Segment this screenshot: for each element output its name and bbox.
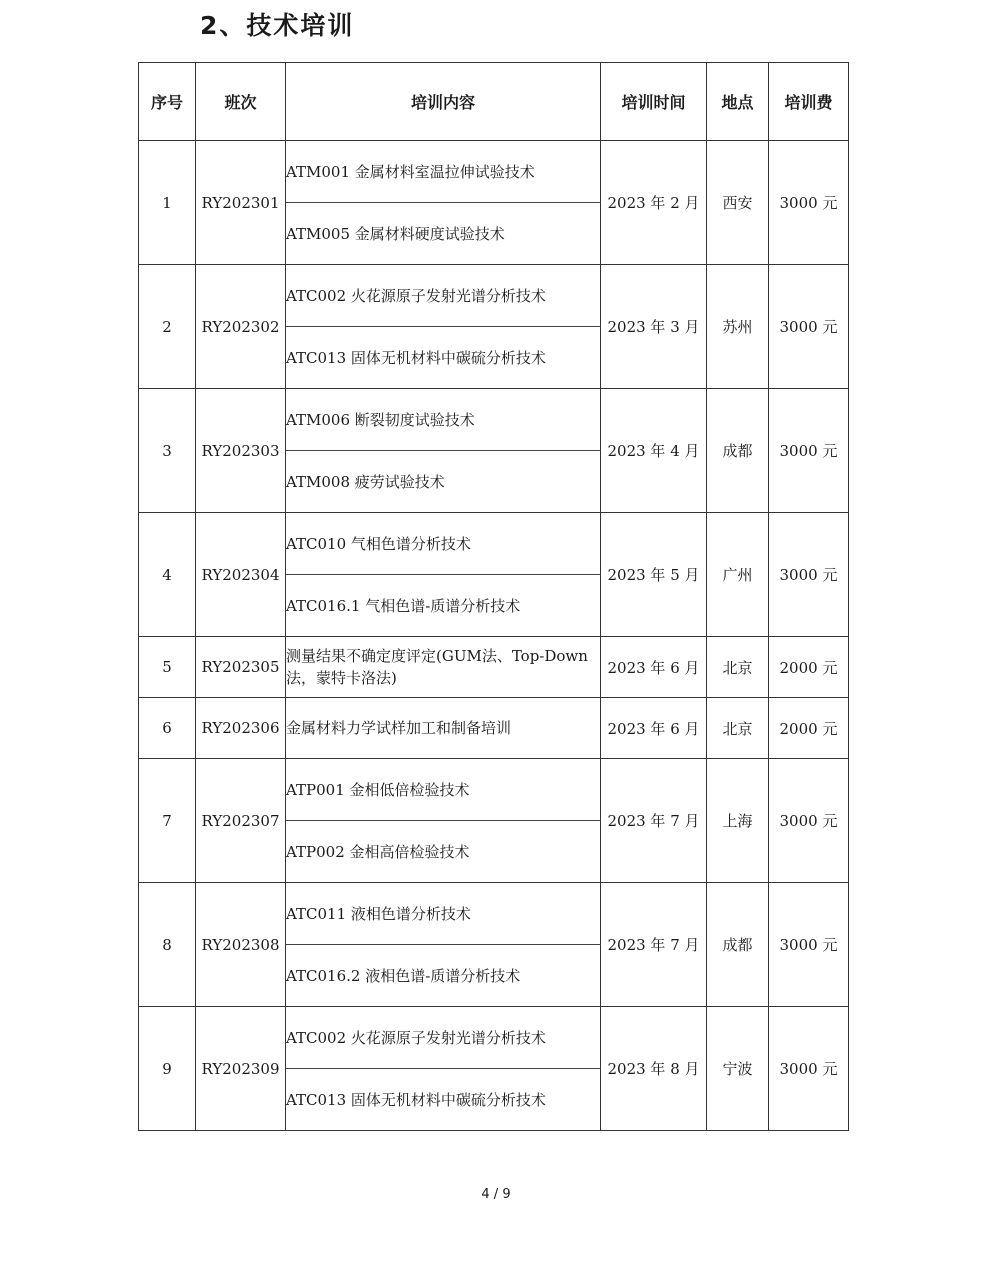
cell-time: 2023 年 7 月 <box>601 883 707 1007</box>
table-row <box>139 698 849 759</box>
cell-class-code: RY202301 <box>196 141 286 265</box>
cell-no: 8 <box>139 883 196 1007</box>
table-body <box>139 141 849 1131</box>
cell-no: 2 <box>139 265 196 389</box>
cell-place: 上海 <box>707 759 769 883</box>
cell-time: 2023 年 4 月 <box>601 389 707 513</box>
cell-fee: 2000 元 <box>769 698 849 759</box>
cell-time: 2023 年 5 月 <box>601 513 707 637</box>
cell-no: 5 <box>139 637 196 698</box>
training-table <box>138 62 849 1131</box>
cell-no: 6 <box>139 698 196 759</box>
cell-class-code: RY202307 <box>196 759 286 883</box>
cell-no: 3 <box>139 389 196 513</box>
cell-class-code: RY202309 <box>196 1007 286 1131</box>
section-heading: 2、技术培训 <box>200 11 355 40</box>
cell-place: 北京 <box>707 637 769 698</box>
table-row <box>139 389 849 451</box>
cell-content: ATC011 液相色谱分析技术 <box>286 883 601 945</box>
cell-content: ATC002 火花源原子发射光谱分析技术 <box>286 265 601 327</box>
header-fee: 培训费 <box>769 63 849 141</box>
cell-fee: 3000 元 <box>769 265 849 389</box>
cell-place: 成都 <box>707 883 769 1007</box>
cell-content: ATC013 固体无机材料中碳硫分析技术 <box>286 327 601 389</box>
table-row <box>139 141 849 203</box>
cell-fee: 3000 元 <box>769 513 849 637</box>
cell-class-code: RY202304 <box>196 513 286 637</box>
cell-content: ATC016.1 气相色谱-质谱分析技术 <box>286 575 601 637</box>
cell-class-code: RY202303 <box>196 389 286 513</box>
page-number: 4 / 9 <box>481 1187 511 1202</box>
table-row <box>139 1007 849 1069</box>
cell-content: ATC002 火花源原子发射光谱分析技术 <box>286 1007 601 1069</box>
table-header <box>139 63 849 141</box>
cell-content: ATM001 金属材料室温拉伸试验技术 <box>286 141 601 203</box>
cell-content: ATM008 疲劳试验技术 <box>286 451 601 513</box>
cell-place: 西安 <box>707 141 769 265</box>
cell-no: 4 <box>139 513 196 637</box>
cell-class-code: RY202302 <box>196 265 286 389</box>
cell-fee: 3000 元 <box>769 883 849 1007</box>
cell-content: ATM005 金属材料硬度试验技术 <box>286 203 601 265</box>
cell-content: ATM006 断裂韧度试验技术 <box>286 389 601 451</box>
cell-no: 9 <box>139 1007 196 1131</box>
cell-content: ATP001 金相低倍检验技术 <box>286 759 601 821</box>
cell-content: 测量结果不确定度评定(GUM法、Top-Down法，蒙特卡洛法) <box>286 637 601 698</box>
header-class: 班次 <box>196 63 286 141</box>
table-row <box>139 759 849 821</box>
cell-no: 1 <box>139 141 196 265</box>
cell-place: 成都 <box>707 389 769 513</box>
cell-fee: 2000 元 <box>769 637 849 698</box>
cell-content: ATC016.2 液相色谱-质谱分析技术 <box>286 945 601 1007</box>
cell-time: 2023 年 2 月 <box>601 141 707 265</box>
cell-fee: 3000 元 <box>769 141 849 265</box>
cell-content: ATC010 气相色谱分析技术 <box>286 513 601 575</box>
cell-time: 2023 年 6 月 <box>601 698 707 759</box>
table-row <box>139 883 849 945</box>
cell-fee: 3000 元 <box>769 759 849 883</box>
cell-class-code: RY202305 <box>196 637 286 698</box>
cell-place: 苏州 <box>707 265 769 389</box>
header-no: 序号 <box>139 63 196 141</box>
cell-content: 金属材料力学试样加工和制备培训 <box>286 698 601 759</box>
cell-time: 2023 年 8 月 <box>601 1007 707 1131</box>
header-time: 培训时间 <box>601 63 707 141</box>
cell-time: 2023 年 3 月 <box>601 265 707 389</box>
header-place: 地点 <box>707 63 769 141</box>
header-content: 培训内容 <box>286 63 601 141</box>
cell-class-code: RY202308 <box>196 883 286 1007</box>
cell-fee: 3000 元 <box>769 1007 849 1131</box>
cell-time: 2023 年 7 月 <box>601 759 707 883</box>
cell-content: ATP002 金相高倍检验技术 <box>286 821 601 883</box>
cell-time: 2023 年 6 月 <box>601 637 707 698</box>
cell-content: ATC013 固体无机材料中碳硫分析技术 <box>286 1069 601 1131</box>
cell-fee: 3000 元 <box>769 389 849 513</box>
cell-no: 7 <box>139 759 196 883</box>
table-row <box>139 265 849 327</box>
cell-place: 宁波 <box>707 1007 769 1131</box>
cell-place: 北京 <box>707 698 769 759</box>
table-row <box>139 637 849 698</box>
table-row <box>139 513 849 575</box>
cell-place: 广州 <box>707 513 769 637</box>
cell-class-code: RY202306 <box>196 698 286 759</box>
